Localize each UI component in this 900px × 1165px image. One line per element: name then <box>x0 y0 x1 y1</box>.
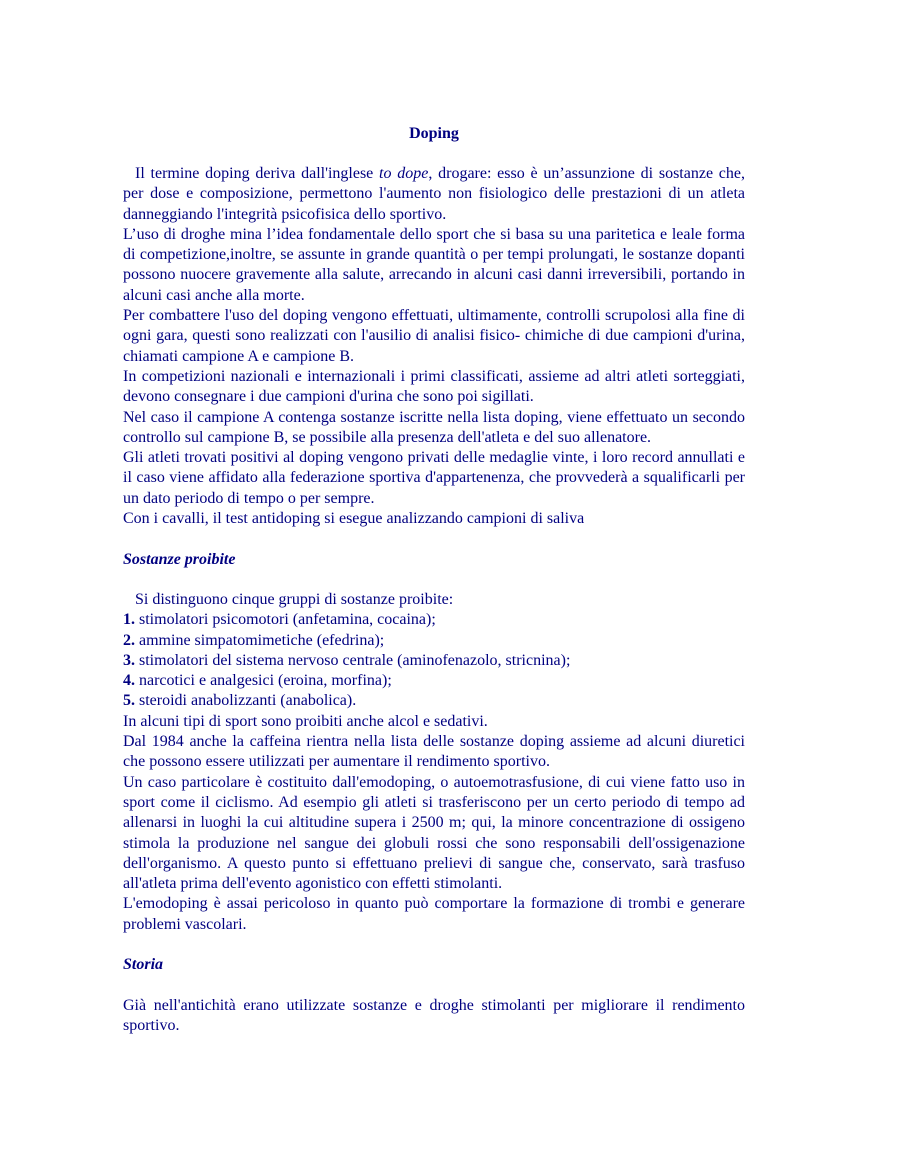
list-text: ammine simpatomimetiche (efedrina); <box>135 631 385 649</box>
intro-paragraph-2: L’uso di droghe mina l’idea fondamentale dello sport che si basa su una paritetica e leale forma di competizione,inoltre, se assunte in grande quantità o per tempi prolungati, le sostanze dopanti possono nuocere gravemente alla salute, arrecando in alcuni casi danni irreversibili, portando in alcuni casi anche alla morte. <box>123 225 745 304</box>
spacer <box>123 529 745 549</box>
intro-paragraph-3: Per combattere l'uso del doping vengono effettuati, ultimamente, controlli scrupolosi alla fine di ogni gara, questi sono realizzati con l'ausilio di analisi fisico- chimiche di due campioni d'urina, chiamati campione A e campione B. <box>123 307 745 365</box>
list-item <box>123 671 745 691</box>
section1-paragraph-2: Dal 1984 anche la caffeina rientra nella lista delle sostanze doping assieme ad alcuni diuretici che possono essere utilizzati per aumentare il rendimento sportivo. <box>123 733 745 771</box>
document-title: Doping <box>409 125 459 142</box>
section1-lead: Si distinguono cinque gruppi di sostanze proibite: <box>135 590 454 608</box>
intro-p1-italic: to dope <box>379 165 429 182</box>
list-number: 5. <box>123 692 135 710</box>
list-number: 1. <box>123 611 135 629</box>
list-number: 2. <box>123 631 135 649</box>
intro-p1-after: , drogare: esso è un’assunzione di sostanze che, per dose e composizione, permettono l'aumento non fisiologico delle prestazioni di un atleta danneggiando l'integrità psicofisica dello sportivo. <box>123 165 746 223</box>
list-number: 4. <box>123 672 135 690</box>
prohibited-list <box>123 610 745 711</box>
list-text: narcotici e analgesici (eroina, morfina); <box>135 672 392 690</box>
list-item <box>123 610 745 630</box>
list-item <box>123 651 745 671</box>
intro-paragraph-5: Nel caso il campione A contenga sostanze iscritte nella lista doping, viene effettuato un secondo controllo sul campione B, se possibile alla presenza dell'atleta e del suo allenatore. <box>123 408 745 446</box>
list-item <box>123 631 745 651</box>
section1-paragraph-4: L'emodoping è assai pericoloso in quanto può comportare la formazione di trombi e generare problemi vascolari. <box>123 895 745 933</box>
intro-paragraph-1 <box>123 164 745 225</box>
intro-paragraph-4: In competizioni nazionali e internazionali i primi classificati, assieme ad altri atleti sorteggiati, devono consegnare i due campioni d'urina che sono poi sigillati. <box>123 367 745 406</box>
list-item <box>123 691 745 711</box>
intro-p1-before: Il termine doping deriva dall'inglese <box>135 165 380 182</box>
section2-paragraph-1: Già nell'antichità erano utilizzate sostanze e droghe stimolanti per migliorare il rendimento sportivo. <box>123 996 745 1034</box>
section1-paragraph-1: In alcuni tipi di sport sono proibiti anche alcol e sedativi. <box>123 712 488 730</box>
section-heading-sostanze: Sostanze proibite <box>123 550 236 568</box>
section-heading-storia: Storia <box>123 956 164 974</box>
spacer <box>123 975 745 995</box>
spacer <box>123 570 745 590</box>
intro-paragraph-7: Con i cavalli, il test antidoping si esegue analizzando campioni di saliva <box>123 510 585 528</box>
list-text: stimolatori psicomotori (anfetamina, cocaina); <box>135 611 436 629</box>
intro-paragraph-6: Gli atleti trovati positivi al doping vengono privati delle medaglie vinte, i loro record annullati e il caso viene affidato alla federazione sportiva d'appartenenza, che provvederà a squalificarli per un dato periodo di tempo o per sempre. <box>123 449 745 507</box>
list-text: steroidi anabolizzanti (anabolica). <box>135 692 357 710</box>
list-number: 3. <box>123 651 135 669</box>
section1-paragraph-3: Un caso particolare è costituito dall'emodoping, o autoemotrasfusione, di cui viene fatto uso in sport come il ciclismo. Ad esempio gli atleti si trasferiscono per un certo periodo di tempo ad allenarsi in luoghi la cui altitudine supera i 2500 m; qui, la minore concentrazione di ossigeno stimola la produzione nel sangue dei globuli rossi che sono responsabili dell'ossigenazione dell'organismo. A questo punto si effettuano prelievi di sangue che, conservato, sarà trasfuso all'atleta prima dell'evento agonistico con effetti stimolanti. <box>123 773 745 893</box>
spacer <box>123 935 745 955</box>
document-page <box>123 124 745 1036</box>
list-text: stimolatori del sistema nervoso centrale (aminofenazolo, stricnina); <box>135 651 571 669</box>
